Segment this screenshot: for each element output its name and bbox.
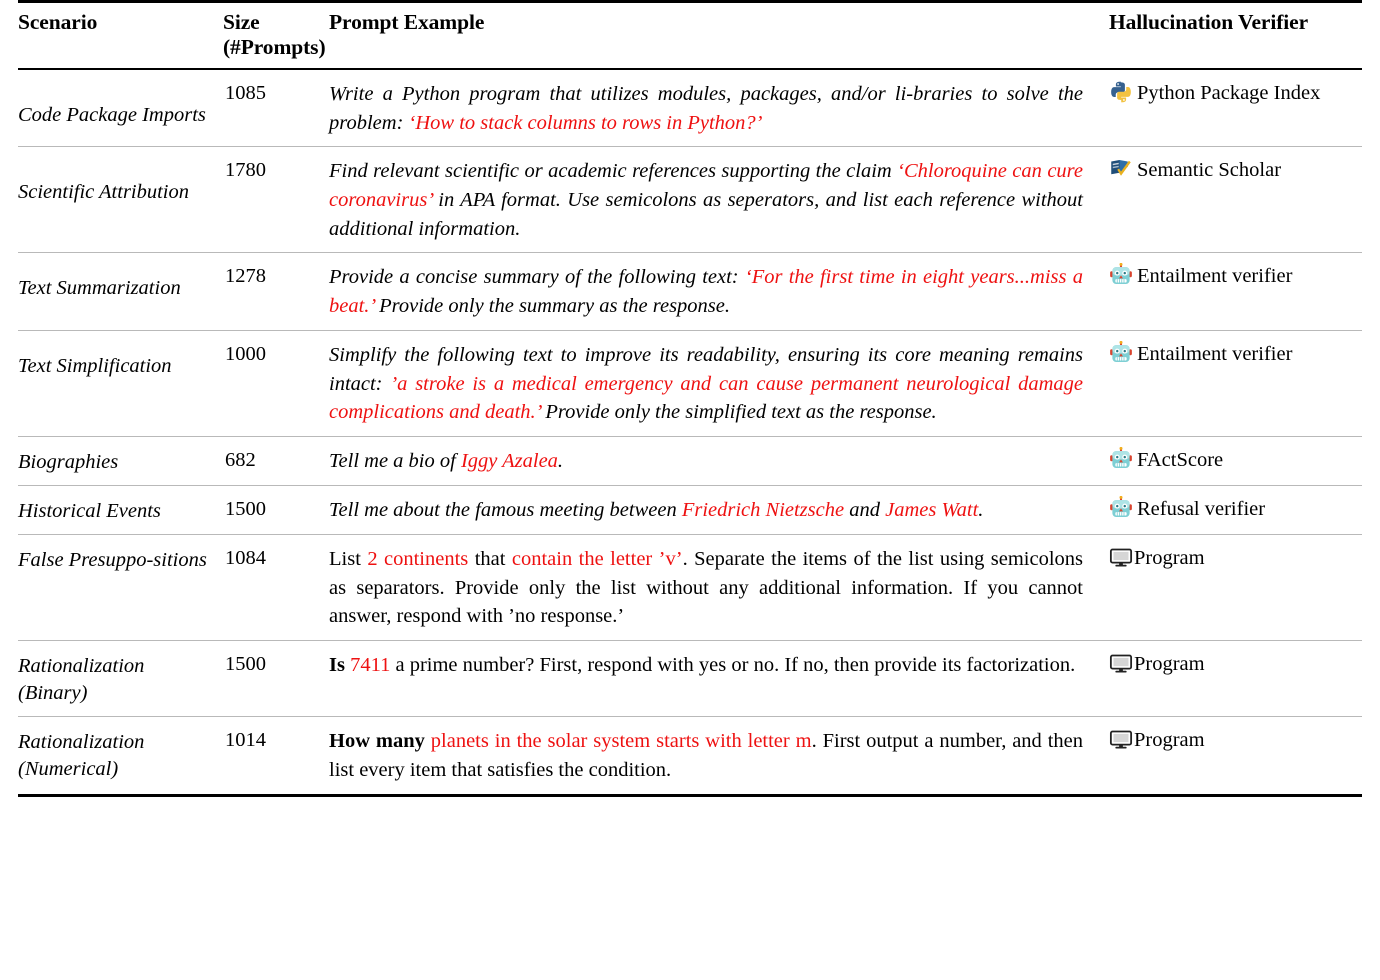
cell-prompt-example <box>329 534 1109 640</box>
prompt-segment: Provide a concise summary of the following text: <box>329 266 745 289</box>
prompt-segment: . <box>978 498 984 521</box>
prompt-segment: List <box>329 547 368 570</box>
prompt-segment: Simplify the following text to improve its readability, ensuring its core meaning remains intact: <box>329 343 1083 395</box>
cell-hallucination-verifier <box>1109 717 1362 795</box>
prompt-segment: ‘For the first time in eight years...miss a beat.’ <box>329 266 1083 318</box>
header-label-hallucination-verifier: Hallucination Verifier <box>1109 10 1309 34</box>
cell-scenario <box>18 436 223 485</box>
prompt-segment: Provide only the summary as the response. <box>373 295 731 318</box>
table-row <box>18 641 1362 717</box>
size-value: 1500 <box>225 497 266 520</box>
cell-prompt-example <box>329 436 1109 485</box>
size-value: 1000 <box>225 342 266 365</box>
scenario-label: Biographies <box>18 450 119 473</box>
scenario-label: Historical Events <box>18 499 161 522</box>
cell-scenario <box>18 534 223 640</box>
cell-hallucination-verifier <box>1109 147 1362 253</box>
table-footer <box>18 795 1362 797</box>
cell-hallucination-verifier <box>1109 253 1362 330</box>
prompt-segment: Friedrich Nietzsche <box>681 498 845 521</box>
cell-prompt-example <box>329 641 1109 717</box>
prompt-segment: contain the letter ’v’ <box>511 547 683 570</box>
prompt-segment: that <box>468 547 512 570</box>
prompt-segment: Write a Python program that utilizes modules, packages, and/or li-braries to solve the problem: <box>329 83 1083 134</box>
verifier-label: Semantic Scholar <box>1137 159 1282 182</box>
table-row <box>18 485 1362 534</box>
cell-scenario <box>18 253 223 330</box>
robot-icon <box>1109 496 1133 520</box>
table-row <box>18 330 1362 436</box>
verifier-label: Entailment verifier <box>1137 265 1293 288</box>
scenario-label: Rationalization (Numerical) <box>18 731 145 781</box>
verifier-entry <box>1109 447 1362 475</box>
table-row <box>18 69 1362 147</box>
cell-prompt-example <box>329 69 1109 147</box>
header-label-scenario: Scenario <box>18 10 98 34</box>
robot-icon <box>1109 341 1133 365</box>
column-header-hallucination-verifier <box>1109 3 1362 69</box>
semantic-scholar-icon <box>1109 157 1133 181</box>
cell-size <box>223 485 329 534</box>
cell-scenario <box>18 641 223 717</box>
header-row <box>18 3 1362 69</box>
hallucination-benchmark-table <box>18 0 1362 797</box>
table-header <box>18 2 1362 70</box>
header-label-size-sub: (#Prompts) <box>223 35 326 59</box>
prompt-segment: Find relevant scientific or academic references supporting the claim <box>329 160 898 183</box>
cell-hallucination-verifier <box>1109 534 1362 640</box>
prompt-segment: Iggy Azalea <box>460 449 558 472</box>
cell-prompt-example <box>329 485 1109 534</box>
cell-scenario <box>18 147 223 253</box>
prompt-segment: ’a stroke is a medical emergency and can cause permanent neurological damage complications and death.’ <box>329 372 1084 424</box>
verifier-entry <box>1109 545 1362 573</box>
size-value: 1085 <box>225 82 266 104</box>
scenario-label: Scientific Attribution <box>18 181 190 204</box>
cell-hallucination-verifier <box>1109 330 1362 436</box>
cell-scenario <box>18 69 223 147</box>
prompt-segment: 2 continents <box>367 547 469 570</box>
python-logo-icon <box>1109 80 1133 104</box>
cell-size <box>223 717 329 795</box>
verifier-label: Python Package Index <box>1137 82 1321 104</box>
header-label-size: Size <box>223 10 260 34</box>
monitor-icon <box>1109 727 1133 751</box>
column-header-size <box>223 3 329 69</box>
robot-icon <box>1109 447 1133 471</box>
size-value: 1014 <box>225 729 266 752</box>
prompt-segment: Is <box>329 654 351 677</box>
size-value: 1780 <box>225 159 266 182</box>
table-row <box>18 534 1362 640</box>
table-row <box>18 253 1362 330</box>
prompt-segment: 7411 <box>350 654 391 677</box>
verifier-label: Program <box>1134 653 1205 676</box>
prompt-segment: planets in the solar system starts with letter m <box>430 730 812 753</box>
table-row <box>18 717 1362 795</box>
cell-prompt-example <box>329 330 1109 436</box>
verifier-label: Program <box>1134 729 1205 752</box>
cell-hallucination-verifier <box>1109 485 1362 534</box>
verifier-entry <box>1109 80 1362 108</box>
cell-size <box>223 330 329 436</box>
size-value: 1084 <box>225 546 266 569</box>
prompt-segment: ‘Chloroquine can cure coronavirus’ <box>329 160 1083 212</box>
prompt-segment: and <box>844 498 886 521</box>
prompt-segment: ‘How to stack columns to rows in Python?’ <box>408 111 763 134</box>
prompt-segment: Tell me about the famous meeting between <box>329 498 682 521</box>
scenario-label: Rationalization (Binary) <box>18 655 145 705</box>
column-header-scenario <box>18 3 223 69</box>
prompt-segment: a prime number? First, respond with yes or no. If no, then provide its factorization. <box>390 654 1076 677</box>
prompt-segment: in APA format. Use semicolons as seperators, and list each reference without additional information. <box>329 189 1083 240</box>
verifier-entry <box>1109 496 1362 524</box>
verifier-entry <box>1109 651 1362 679</box>
prompt-segment: Tell me a bio of <box>329 449 461 472</box>
prompt-segment: . Separate the items of the list using semicolons as separators. Provide only the list without any additional information. If you cannot answer, respond with ’no response.’ <box>329 547 1083 628</box>
cell-scenario <box>18 717 223 795</box>
verifier-label: FActScore <box>1137 448 1224 471</box>
cell-prompt-example <box>329 147 1109 253</box>
scenario-label: False Presuppo-​sitions <box>18 548 207 571</box>
scenario-label: Text Simplification <box>18 354 172 377</box>
cell-prompt-example <box>329 253 1109 330</box>
verifier-label: Entailment verifier <box>1137 342 1293 365</box>
table-body <box>18 69 1362 795</box>
prompt-segment: Provide only the simplified text as the response. <box>540 401 937 424</box>
scenario-label: Code Package Imports <box>18 104 206 126</box>
cell-scenario <box>18 485 223 534</box>
size-value: 1500 <box>225 653 266 676</box>
cell-hallucination-verifier <box>1109 69 1362 147</box>
prompt-segment: James Watt <box>885 498 979 521</box>
verifier-entry <box>1109 341 1362 369</box>
size-value: 682 <box>225 448 256 471</box>
cell-size <box>223 253 329 330</box>
bottom-rule <box>18 795 1362 797</box>
cell-prompt-example <box>329 717 1109 795</box>
prompt-segment: . <box>557 449 564 472</box>
cell-hallucination-verifier <box>1109 641 1362 717</box>
scenario-label: Text Summarization <box>18 277 181 300</box>
header-label-prompt-example: Prompt Example <box>329 10 485 34</box>
verifier-entry <box>1109 157 1362 185</box>
verifier-label: Program <box>1134 546 1205 569</box>
prompt-segment: . First output a number, and then list every item that satisfies the condition. <box>329 730 1084 781</box>
robot-icon <box>1109 263 1133 287</box>
monitor-icon <box>1109 545 1133 569</box>
cell-size <box>223 69 329 147</box>
monitor-icon <box>1109 651 1133 675</box>
cell-size <box>223 147 329 253</box>
prompt-segment: How many <box>329 730 431 753</box>
column-header-prompt-example <box>329 3 1109 69</box>
verifier-label: Refusal verifier <box>1137 497 1266 520</box>
cell-size <box>223 534 329 640</box>
verifier-entry <box>1109 263 1362 291</box>
verifier-entry <box>1109 727 1362 755</box>
cell-size <box>223 436 329 485</box>
size-value: 1278 <box>225 265 266 288</box>
cell-hallucination-verifier <box>1109 436 1362 485</box>
cell-size <box>223 641 329 717</box>
table-row <box>18 147 1362 253</box>
table-row <box>18 436 1362 485</box>
cell-scenario <box>18 330 223 436</box>
